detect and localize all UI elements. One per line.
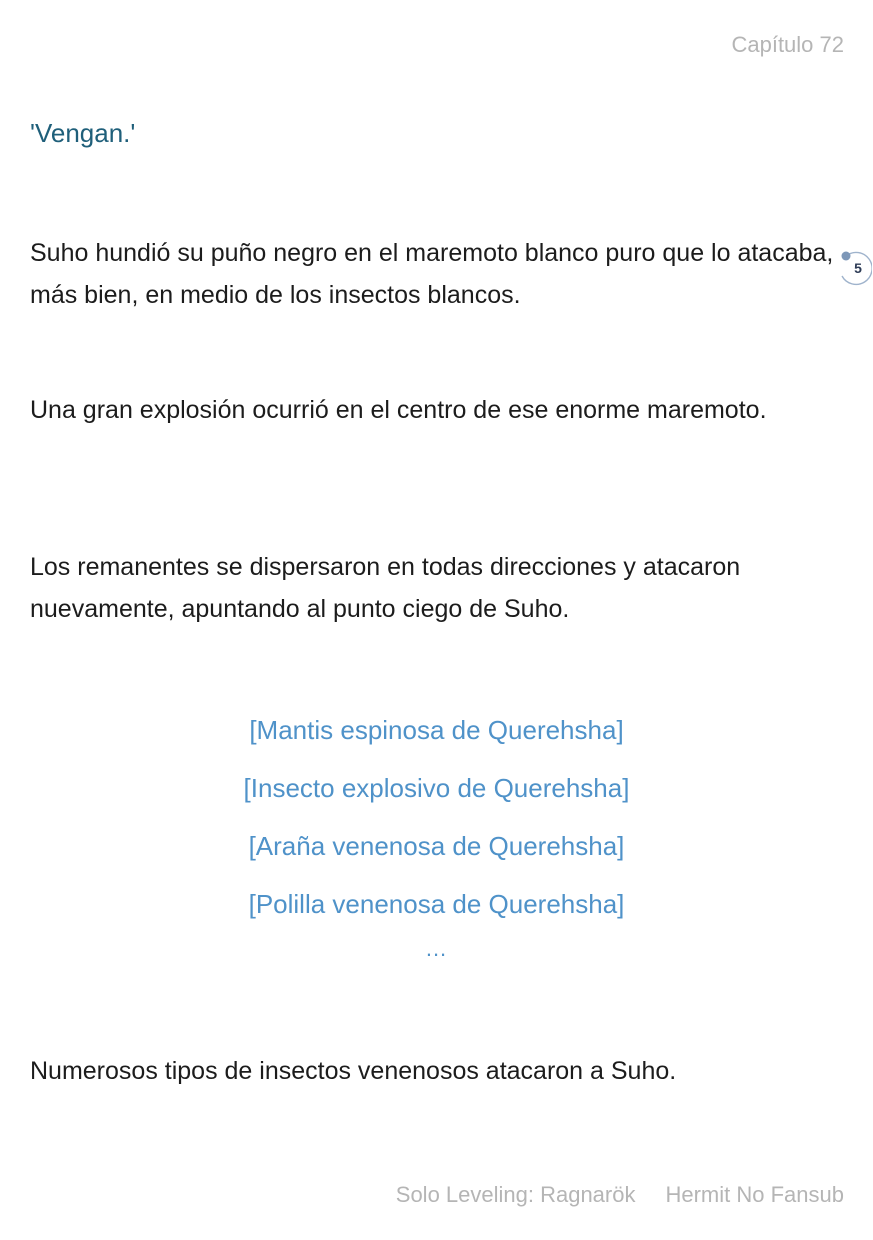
comment-count: 5 <box>854 260 862 276</box>
dialogue-line: 'Vengan.' <box>30 118 136 148</box>
translation-group: Hermit No Fansub <box>665 1182 844 1207</box>
system-note: [Mantis espinosa de Querehsha] <box>249 715 624 745</box>
paragraph: Una gran explosión ocurrió en el centro de ese enorme maremoto. <box>30 396 767 424</box>
paragraph: Numerosos tipos de insectos venenosos atacaron a Suho. <box>30 1057 677 1085</box>
paragraph: Suho hundió su puño negro en el maremoto blanco puro que lo atacaba, más bien, en medio de los insectos blancos. <box>30 239 834 309</box>
footer <box>396 1182 844 1208</box>
paragraph: Los remanentes se dispersaron en todas direcciones y atacaron nuevamente, apuntando al punto ciego de Suho. <box>30 553 741 623</box>
chapter-header: Capítulo 72 <box>731 32 844 57</box>
system-note: [Araña venenosa de Querehsha] <box>248 831 625 861</box>
system-notes <box>0 701 873 933</box>
system-note: [Insecto explosivo de Querehsha] <box>243 773 630 803</box>
system-note: [Polilla venenosa de Querehsha] <box>248 889 625 919</box>
ellipsis: ... <box>425 936 448 961</box>
series-title: Solo Leveling: Ragnarök <box>395 1182 636 1207</box>
comment-marker[interactable] <box>838 250 872 288</box>
